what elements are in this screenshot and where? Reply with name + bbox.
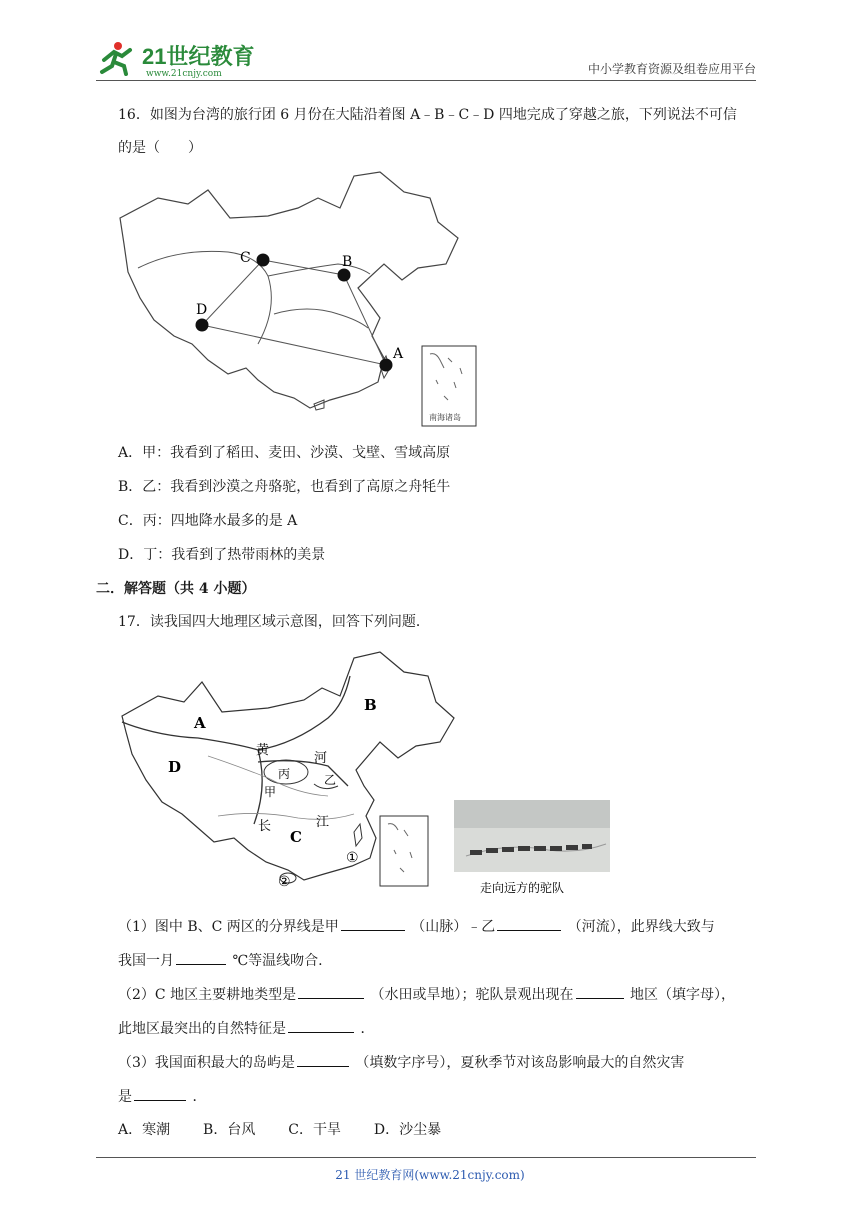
q17-region-map bbox=[118, 646, 618, 898]
map-label-c: C bbox=[240, 250, 251, 266]
region-label-b: B bbox=[364, 696, 377, 714]
q16-stem-line2: 的是（ ） bbox=[118, 140, 202, 156]
logo-main-text: 21世纪教育 bbox=[142, 44, 255, 69]
section-title: 二．解答题（共 4 小题） bbox=[96, 581, 256, 597]
blank-island-number[interactable] bbox=[297, 1052, 349, 1067]
label-yi: 乙 bbox=[324, 773, 337, 787]
blank-temperature[interactable] bbox=[176, 950, 226, 965]
map-point-a bbox=[380, 359, 393, 372]
q17-choices bbox=[118, 1120, 441, 1140]
q16-option-b: B．乙：我看到沙漠之舟骆驼，也看到了高原之舟牦牛 bbox=[118, 479, 451, 495]
island-label-1: ① bbox=[346, 850, 359, 866]
footer-link[interactable]: 21 世纪教育网(www.21cnjy.com) bbox=[335, 1168, 525, 1182]
q16-stem-line1: 16．如图为台湾的旅行团 6 月份在大陆沿着图 A﹣B﹣C﹣D 四地完成了穿越之旅，下列说法不可信 bbox=[118, 107, 737, 123]
label-bing: 丙 bbox=[278, 767, 291, 781]
q16-option-a: A．甲：我看到了稻田、麦田、沙漠、戈壁、雪域高原 bbox=[118, 445, 451, 461]
blank-mountain[interactable] bbox=[341, 916, 405, 931]
south-sea-inset-2 bbox=[380, 816, 428, 886]
river-label-jiang: 江 bbox=[316, 815, 330, 830]
q17-part2-line2: 此地区最突出的自然特征是 ． bbox=[118, 1018, 374, 1039]
q17-part1-line1: （1）图中 B、C 两区的分界线是甲 （山脉）﹣乙 （河流），此界线大致与 bbox=[118, 916, 715, 937]
map-point-b bbox=[338, 269, 351, 282]
island-label-2: ② bbox=[278, 874, 291, 890]
label-jia: 甲 bbox=[264, 785, 277, 799]
map-label-a: A bbox=[393, 346, 404, 362]
river-label-he: 河 bbox=[314, 751, 328, 766]
blank-farmland-type[interactable] bbox=[298, 984, 364, 999]
choice-d[interactable]: D．沙尘暴 bbox=[373, 1122, 442, 1138]
runner-logo-icon bbox=[96, 38, 256, 80]
q17-part3-line1: （3）我国面积最大的岛屿是 （填数字序号），夏秋季节对该岛影响最大的自然灾害 bbox=[118, 1052, 684, 1073]
choice-b[interactable]: B．台风 bbox=[203, 1122, 256, 1138]
footer-divider bbox=[96, 1157, 756, 1158]
map-label-b: B bbox=[342, 254, 353, 270]
q17-part1-line2: 我国一月 ℃等温线吻合. bbox=[118, 950, 323, 971]
q16-option-c: C．丙：四地降水最多的是 A bbox=[118, 513, 298, 529]
region-label-d: D bbox=[168, 758, 182, 776]
blank-natural-feature[interactable] bbox=[288, 1018, 354, 1033]
map-point-c bbox=[257, 254, 270, 267]
inset-label: 南海诸岛 bbox=[429, 413, 461, 422]
region-label-c: C bbox=[290, 828, 302, 846]
q17-part2-line1: （2）C 地区主要耕地类型是 （水田或旱地）；驼队景观出现在 地区（填字母）， bbox=[118, 984, 735, 1005]
map-label-d: D bbox=[196, 302, 208, 318]
header-divider bbox=[96, 80, 756, 81]
site-logo bbox=[96, 38, 256, 80]
q17-part3-line2: 是 ． bbox=[118, 1086, 206, 1107]
blank-region-letter[interactable] bbox=[576, 984, 624, 999]
q16-option-d: D．丁：我看到了热带雨林的美景 bbox=[118, 547, 326, 563]
river-label-chang: 长 bbox=[258, 819, 272, 834]
photo-caption: 走向远方的驼队 bbox=[480, 881, 565, 895]
q16-route-map bbox=[118, 168, 478, 430]
choice-c[interactable]: C．干旱 bbox=[288, 1122, 341, 1138]
map-point-d bbox=[196, 319, 209, 332]
choice-a[interactable]: A．寒潮 bbox=[118, 1122, 171, 1138]
platform-name: 中小学教育资源及组卷应用平台 bbox=[587, 62, 756, 76]
q17-stem: 17．读我国四大地理区域示意图，回答下列问题． bbox=[118, 614, 430, 630]
blank-disaster[interactable] bbox=[134, 1086, 186, 1101]
logo-sub-text: www.21cnjy.com bbox=[146, 69, 222, 79]
region-label-a: A bbox=[194, 714, 206, 732]
river-label-huang: 黄 bbox=[256, 743, 270, 758]
blank-river[interactable] bbox=[497, 916, 561, 931]
